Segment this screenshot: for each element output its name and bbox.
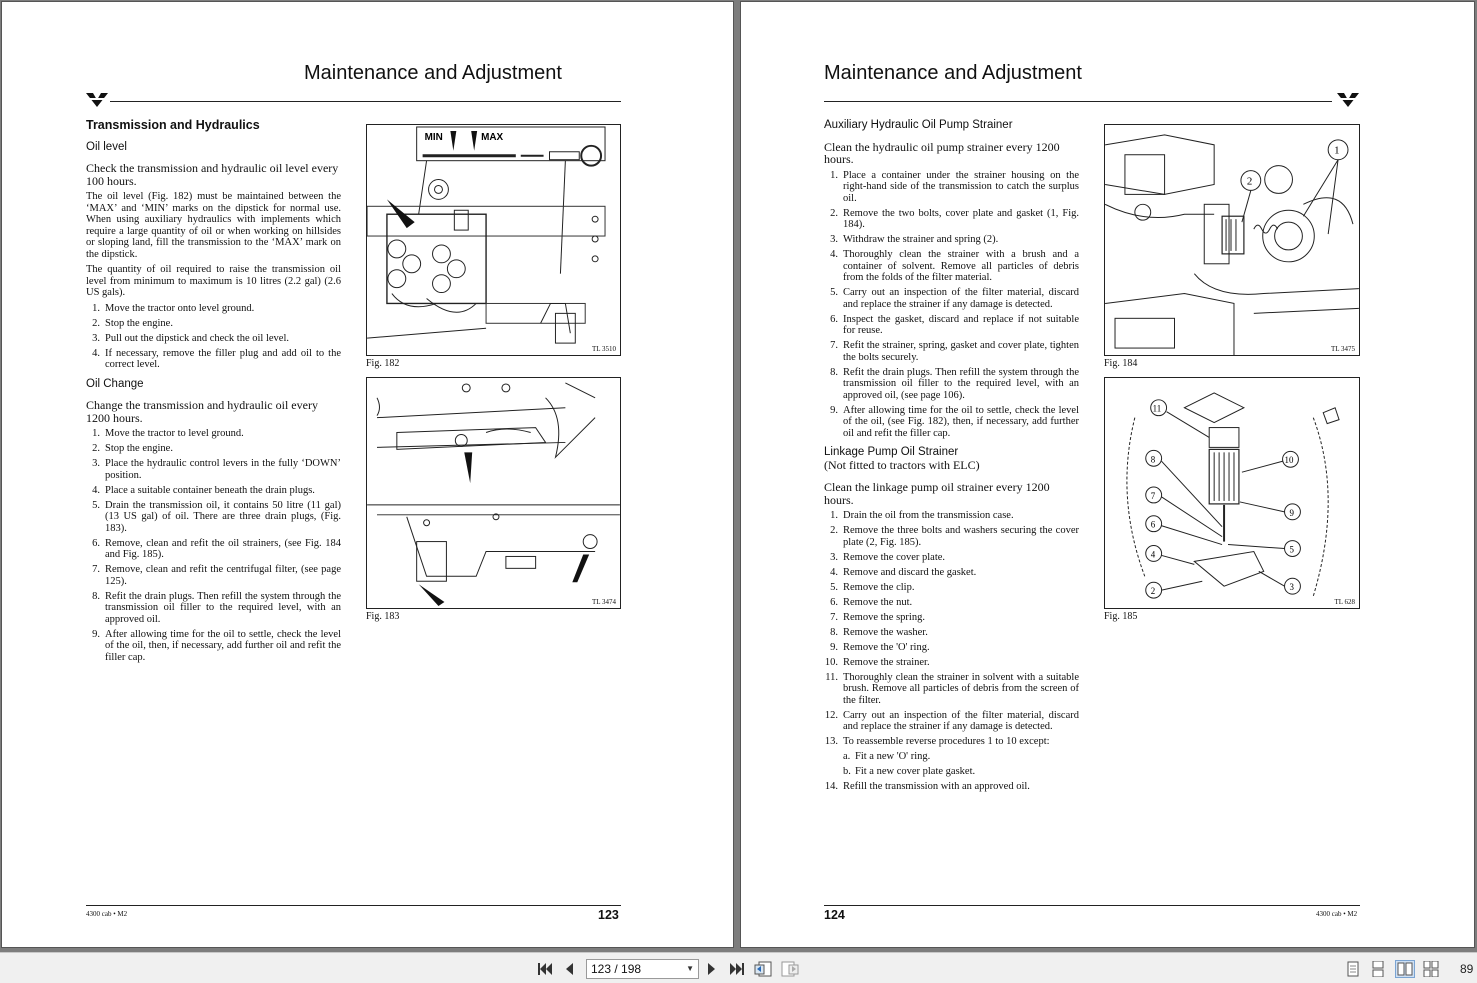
hydraulic-valve-illustration	[367, 125, 620, 355]
steps-list	[86, 428, 341, 663]
list-item: 2. Remove the three bolts and washers securing the cover plate (2, Fig. 185).	[830, 525, 1079, 548]
svg-text:11: 11	[1152, 403, 1162, 414]
list-item: 7. Refit the strainer, spring, gasket and cover plate, tighten the bolts securely.	[830, 340, 1079, 363]
svg-text:2: 2	[1150, 586, 1156, 597]
page-124	[740, 1, 1475, 948]
text-column	[86, 120, 341, 671]
subheading-oil-change: Oil Change	[86, 377, 144, 390]
footer-code: 4300 cab • M2	[86, 910, 128, 918]
lead-text: Check the transmission and hydraulic oil level every 100 hours.	[86, 161, 339, 188]
lead-text: Clean the hydraulic oil pump strainer every 1200 hours.	[824, 139, 1060, 166]
svg-text:3: 3	[1289, 582, 1294, 593]
linkage-strainer-exploded-view	[1105, 378, 1359, 608]
list-item: 5. Drain the transmission oil, it contains 50 litre (11 gal)(13 US gal) of oil. There are three drain plugs, (Fig. 183).	[92, 499, 341, 534]
text-column	[824, 120, 1079, 801]
previous-view-icon[interactable]	[754, 960, 772, 978]
steps-list	[824, 510, 1079, 748]
list-item: b. Fit a new cover plate gasket.	[843, 766, 976, 777]
figure-caption: Fig. 185	[1104, 611, 1138, 622]
subheading-linkage-strainer: Linkage Pump Oil Strainer	[824, 446, 959, 458]
subheading-aux-strainer: Auxiliary Hydraulic Oil Pump Strainer	[824, 119, 1013, 131]
list-item: 1. Move the tractor onto level ground.	[92, 302, 255, 314]
list-item: 3. Withdraw the strainer and spring (2).	[830, 234, 999, 245]
figure-caption: Fig. 183	[366, 611, 400, 622]
page-number-value: 123 / 198	[591, 962, 642, 976]
callout-1: 1	[1334, 144, 1340, 157]
list-item: 3. Place the hydraulic control levers in the fully ‘DOWN’ position.	[92, 458, 341, 481]
list-item: 4. If necessary, remove the filler plug and add oil to the correct level.	[92, 347, 341, 370]
list-item: 7. Remove, clean and refit the centrifugal filter, (see page 125).	[92, 564, 341, 587]
list-item: 2. Stop the engine.	[92, 443, 173, 454]
continuous-icon[interactable]	[1370, 960, 1386, 978]
svg-text:5: 5	[1289, 544, 1294, 555]
paragraph: The quantity of oil required to raise the transmission oil level from minimum to maximum is 10 litres (2.2 gal) (2.6 US gals).	[86, 264, 341, 298]
list-item: 8. Remove the washer.	[830, 626, 928, 638]
callout-2: 2	[1246, 175, 1253, 188]
list-item: a. Fit a new 'O' ring.	[843, 751, 931, 762]
list-item: 14. Refill the transmission with an approved oil.	[824, 781, 1030, 792]
paragraph: The oil level (Fig. 182) must be maintained between the ‘MAX’ and ‘MIN’ marks on the dipstick for normal use. When using auxiliary hydraulics with implements which require a large quantity of oil or when working on hillsides or sloping land, fill the transmission to the ‘MAX’ mark on the dipstick.	[86, 191, 341, 260]
figure-caption: Fig. 182	[366, 358, 400, 369]
figure-183-drain-plugs	[366, 377, 621, 609]
list-item: 1. Drain the oil from the transmission case.	[830, 510, 1014, 521]
subheading-oil-level: Oil level	[86, 140, 127, 153]
aux-strainer-illustration	[1105, 125, 1359, 355]
header-rule	[110, 101, 621, 102]
list-item: 7. Remove the spring.	[830, 611, 925, 623]
list-item: 4. Place a suitable container beneath the drain plugs.	[92, 484, 315, 496]
single-page-icon[interactable]	[1345, 960, 1361, 978]
steps-list	[824, 170, 1079, 440]
substeps-list	[843, 751, 1079, 778]
list-item: 11. Thoroughly clean the strainer in solvent with a suitable brush. Remove all particles of debris from the screen of the filter.	[825, 671, 1079, 706]
list-item: 2. Stop the engine.	[92, 317, 173, 329]
page-number: 123	[598, 908, 619, 922]
list-item: 1. Place a container under the strainer housing on the right-hand side of the transmission to catch the surplus oil.	[830, 169, 1079, 204]
header-rule	[824, 101, 1332, 102]
page-title: Maintenance and Adjustment	[824, 62, 1082, 84]
list-item: 8. Refit the drain plugs. Then refill the system through the transmission oil filler to the required level, with an approved oil.	[92, 590, 341, 625]
figure-caption: Fig. 184	[1104, 358, 1138, 369]
figure-185-linkage-strainer	[1104, 377, 1360, 609]
prev-page-icon[interactable]	[562, 960, 576, 978]
figure-182-dipstick	[366, 124, 621, 356]
section-heading: Transmission and Hydraulics	[86, 118, 260, 132]
list-item: 10. Remove the strainer.	[824, 656, 930, 668]
footer-rule	[824, 905, 1360, 906]
list-item: 5. Remove the clip.	[830, 581, 915, 593]
svg-text:10: 10	[1284, 455, 1294, 466]
page-123	[1, 1, 734, 948]
svg-text:6: 6	[1150, 519, 1156, 530]
drain-plugs-illustration	[367, 378, 620, 608]
page-number: 124	[824, 908, 845, 922]
list-item: 8. Refit the drain plugs. Then refill the system through the transmission oil filler to the required level, with an approved oil, (see page 106).	[830, 366, 1079, 401]
first-page-icon[interactable]	[536, 960, 554, 978]
next-page-icon[interactable]	[705, 960, 719, 978]
next-view-icon[interactable]	[781, 960, 799, 978]
last-page-icon[interactable]	[728, 960, 746, 978]
list-item: 5. Carry out an inspection of the filter material, discard and replace the strainer if any damage is detected.	[830, 287, 1079, 310]
steps-list	[824, 781, 1079, 793]
list-item: 3. Pull out the dipstick and check the oil level.	[92, 332, 290, 344]
svg-text:8: 8	[1150, 454, 1156, 465]
facing-icon[interactable]	[1395, 960, 1415, 978]
continuous-facing-icon[interactable]	[1422, 960, 1440, 978]
list-item: 6. Remove, clean and refit the oil strainers, (see Fig. 184 and Fig. 185).	[92, 537, 341, 560]
figure-code: TL 3510	[591, 345, 616, 353]
list-item: 13. To reassemble reverse procedures 1 to 10 except:	[824, 736, 1050, 747]
zoom-level[interactable]: 89	[1460, 962, 1474, 976]
list-item: 3. Remove the cover plate.	[830, 551, 946, 563]
figure-code: TL 628	[1334, 598, 1355, 606]
page-number-field[interactable]	[586, 959, 699, 979]
figure-code: TL 3475	[1330, 345, 1355, 353]
svg-text:7: 7	[1150, 490, 1156, 501]
lead-text: Change the transmission and hydraulic oil every 1200 hours.	[86, 398, 318, 425]
list-item: 6. Remove the nut.	[830, 596, 913, 608]
chevron-down-icon[interactable]: ▼	[686, 964, 694, 973]
figure-code: TL 3474	[591, 598, 616, 606]
list-item: 4. Remove and discard the gasket.	[830, 566, 977, 578]
page-title: Maintenance and Adjustment	[304, 62, 562, 84]
list-item: 1. Move the tractor to level ground.	[92, 428, 244, 439]
list-item: 12. Carry out an inspection of the filter material, discard and replace the strainer if any damage is detected.	[824, 709, 1079, 732]
svg-text:9: 9	[1289, 507, 1294, 518]
brand-logo-icon	[86, 93, 108, 107]
list-item: 9. Remove the 'O' ring.	[830, 641, 930, 653]
steps-list	[86, 303, 341, 371]
viewer-toolbar	[0, 952, 1477, 983]
list-item: 2. Remove the two bolts, cover plate and gasket (1, Fig. 184).	[830, 207, 1079, 230]
svg-text:4: 4	[1150, 549, 1156, 560]
lead-text: Clean the linkage pump oil strainer every 1200 hours.	[824, 480, 1050, 507]
list-item: 6. Inspect the gasket, discard and replace if not suitable for reuse.	[830, 313, 1079, 336]
min-label: MIN	[424, 131, 443, 143]
figure-184-aux-strainer	[1104, 124, 1360, 356]
footer-code: 4300 cab • M2	[1316, 910, 1358, 918]
list-item: 9. After allowing time for the oil to settle, check the level of the oil, then, if necessary, add further oil and refit the filler cap.	[92, 628, 341, 663]
note-text: (Not fitted to tractors with ELC)	[824, 457, 980, 472]
list-item: 4. Thoroughly clean the strainer with a brush and a container of solvent. Remove all particles of debris from the folds of the filter material.	[830, 249, 1079, 283]
list-item: 9. After allowing time for the oil to settle, check the level of the oil, (see Fig. 182), then, if necessary, add further oil and refit the filler cap.	[830, 404, 1079, 439]
max-label: MAX	[481, 131, 504, 143]
brand-logo-icon	[1337, 93, 1359, 107]
footer-rule	[86, 905, 621, 906]
